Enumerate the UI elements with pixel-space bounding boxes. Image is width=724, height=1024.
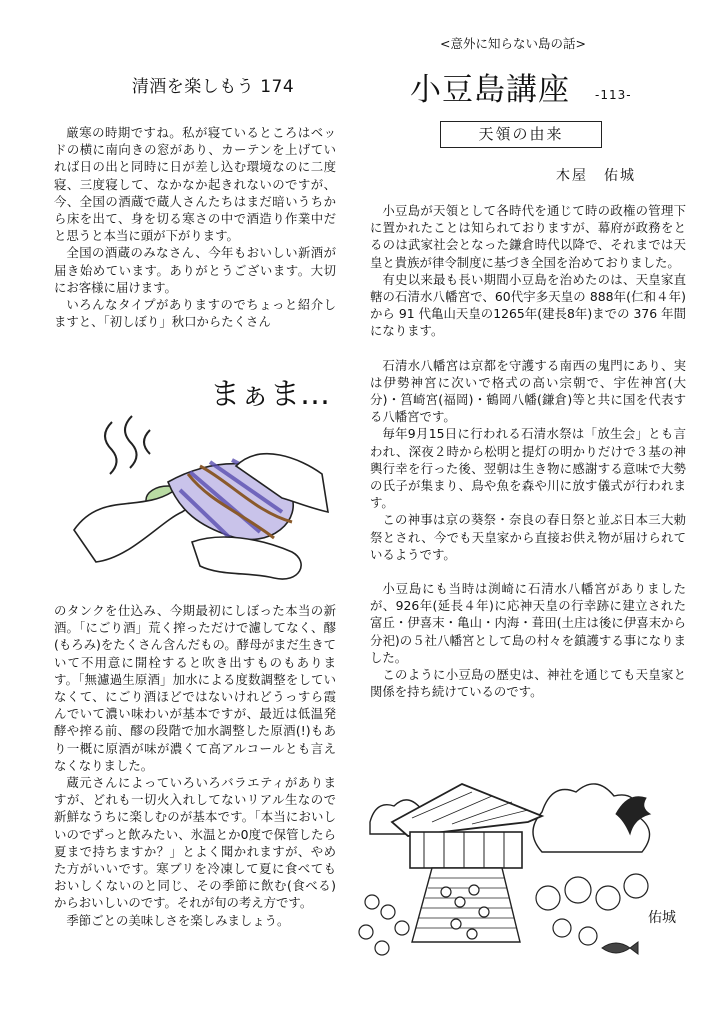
shrine-festival-illustration	[352, 752, 692, 964]
shrine-roof	[392, 784, 542, 836]
right-paragraph-2: 有史以来最も長い期間小豆島を治めたのは、天皇家直轄の石清水八幡宮で、60代宇多天皇の 888年(仁和４年)から 91 代亀山天皇の1265年(建長8年)までの 376 年間になります。	[370, 271, 686, 339]
left-paragraph-3: いろんなタイプがありますのでちょっと紹介しますと、「初しぼり」秋口からたくさん	[54, 297, 336, 330]
left-column-text-top	[54, 124, 336, 330]
illustration-caption: まぁま…	[210, 377, 330, 412]
left-paragraph-5: 蔵元さんによっていろいろバラエティがありますが、どれも一切火入れしてないリアル生なので新鮮なうちに楽しむのが基本です。「本当においしいのでずっと飲みたい、氷温とか0度で保管したら夏まで持ちますか？」とよく聞かれますが、やめた方がいいです。寒ブリを冷凍して夏に食べてもおいしくないのと同じ、その季節に飲む(食べる)からおいしいのです。それが旬の考え方です。	[54, 775, 336, 911]
left-paragraph-4: のタンクを仕込み、今期最初にしぼった本当の新酒。「にごり酒」荒く搾っただけで濾してなく、醪(もろみ)をたくさん含んだもの。酵母がまだ生きていて不用意に開栓すると吹き出すものもあります。「無濾過生原酒」加水による度数調整をしていなくて、にごり酒ほどではないけれどうっすら霞んでいて濃い味わいが基本ですが、最近は低温発酵や搾る前、醪の段階で加水調整した原酒(!)もあり一概に原酒が味が濃くて高アルコールとも言えなくなりました。	[54, 603, 336, 773]
left-hand	[74, 490, 191, 562]
released-fish	[602, 942, 638, 954]
left-paragraph-6: 季節ごとの美味しさを楽しみましょう。	[66, 912, 290, 928]
right-paragraph-5: この神事は京の葵祭・奈良の春日祭と並ぶ日本三大勅祭とされ、今でも天皇家から直接お供え物が届けられているようです。	[370, 512, 686, 562]
lower-right-hand	[192, 537, 301, 579]
left-paragraph-1: 厳寒の時期ですね。私が寝ているところはベッドの横に南向きの窓があり、カーテンを上げていれば日の出と同時に日が差し込む環境なのに二度寝、三度寝して、なかなか起きれないのですが、今、全国の酒蔵で蔵人さんたちはまだ暗いうちから床を出て、身を切る寒さの中で酒造り作業中だと思うと本当に頭が下がります。	[54, 125, 336, 244]
left-column-text-bottom	[54, 602, 336, 929]
page-title: 小豆島講座	[410, 72, 570, 108]
article-subtitle: 天領の由来	[440, 121, 602, 148]
steam-line	[144, 430, 150, 454]
shrine-hall	[410, 832, 522, 868]
right-paragraph-6: 小豆島にも当時は渕崎に石清水八幡宮がありましたが、926年(延長４年)に応神天皇の行幸跡に建立された富丘・伊喜末・亀山・内海・葺田(土庄は後に伊喜末から分祀)の５社八幡宮として島の村々を鎮護する事になりました。	[370, 581, 686, 665]
right-column-text	[370, 202, 686, 700]
author-name: 木屋 佑城	[556, 168, 636, 184]
artist-signature: 佑城	[648, 910, 676, 926]
steam-line	[125, 416, 137, 468]
right-paragraph-1: 小豆島が天領として各時代を通じて時の政権の管理下に置かれたことは知られておりますが、幕府が政務をとるのは武家社会となった鎌倉時代以降で、それまでは天皇と貴族が律令制度に基づき全国を治めておりました。	[370, 203, 686, 270]
series-kicker: <意外に知らない島の話>	[440, 36, 586, 51]
right-paragraph-3: 石清水八幡宮は京都を守護する南西の鬼門にあり、実は伊勢神宮に次いで格式の高い宗朝で、宇佐神宮(大分)・筥崎宮(福岡)・鶴岡八幡(鎌倉)等と共に国を代表する八幡宮です。	[370, 357, 686, 425]
steam-line	[105, 422, 117, 474]
stone-stairs	[412, 868, 520, 942]
left-paragraph-2: 全国の酒蔵のみなさん、今年もおいしい新酒が届き始めています。ありがとうございます。大切にお客様に届けます。	[54, 245, 336, 295]
right-paragraph-4: 毎年9月15日に行われる石清水祭は「放生会」とも言われ、深夜２時から松明と提灯の明かりだけで３基の神輿行幸を行った後、翌朝は生き物に感謝する意味で大勢の氏子が集まり、鳥や魚を森や川に放す儀式が行われます。	[370, 426, 686, 511]
right-paragraph-7: このように小豆島の歴史は、神社を通じても天皇家と関係を持ち続けているのです。	[370, 667, 686, 700]
left-column-title: 清酒を楽しもう 174	[131, 77, 295, 97]
series-number: -113-	[595, 88, 632, 102]
sake-tasting-illustration	[60, 362, 336, 598]
